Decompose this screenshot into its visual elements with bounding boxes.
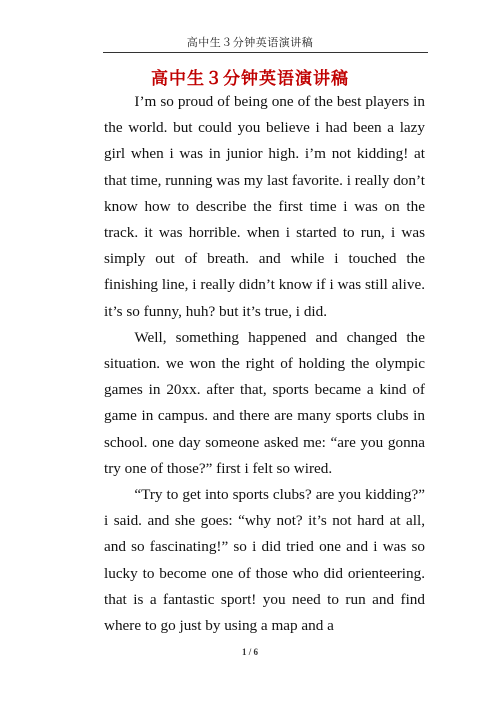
paragraph-1: I’m so proud of being one of the best players in the world. but could you believe i had been a lazy girl when i was in junior high. i’m not kidding! at that time, running was my last favorite. i really don’t know how to describe the first time i was on the track. it was horrible. when i started to run, i was simply out of breath. and while i touched the finishing line, i really didn’t know if i was still alive. it’s so funny, huh? but it’s true, i did.: [104, 93, 425, 320]
running-header: 高中生３分钟英语演讲稿: [186, 37, 314, 49]
paragraph-2: Well, something happened and changed the situation. we won the right of holding the olympic games in 20xx. after that, sports became a kind of game in campus. and there are many sports clubs in school. one day someone asked me: “are you gonna try one of those?” first i felt so wired.: [104, 328, 425, 477]
document-title: 高中生３分钟英语演讲稿: [151, 69, 349, 88]
page-number: 1 / 6: [241, 647, 258, 657]
paragraph-3: “Try to get into sports clubs? are you kidding?” i said. and she goes: “why not? it’s not hard at all, and so fascinating!” so i did tried one and i was so lucky to become one of those who did orienteering. that is a fantastic sport! you need to run and find where to go just by using a map and a: [104, 486, 425, 635]
header-divider: [103, 52, 428, 53]
document-body: [104, 89, 425, 639]
